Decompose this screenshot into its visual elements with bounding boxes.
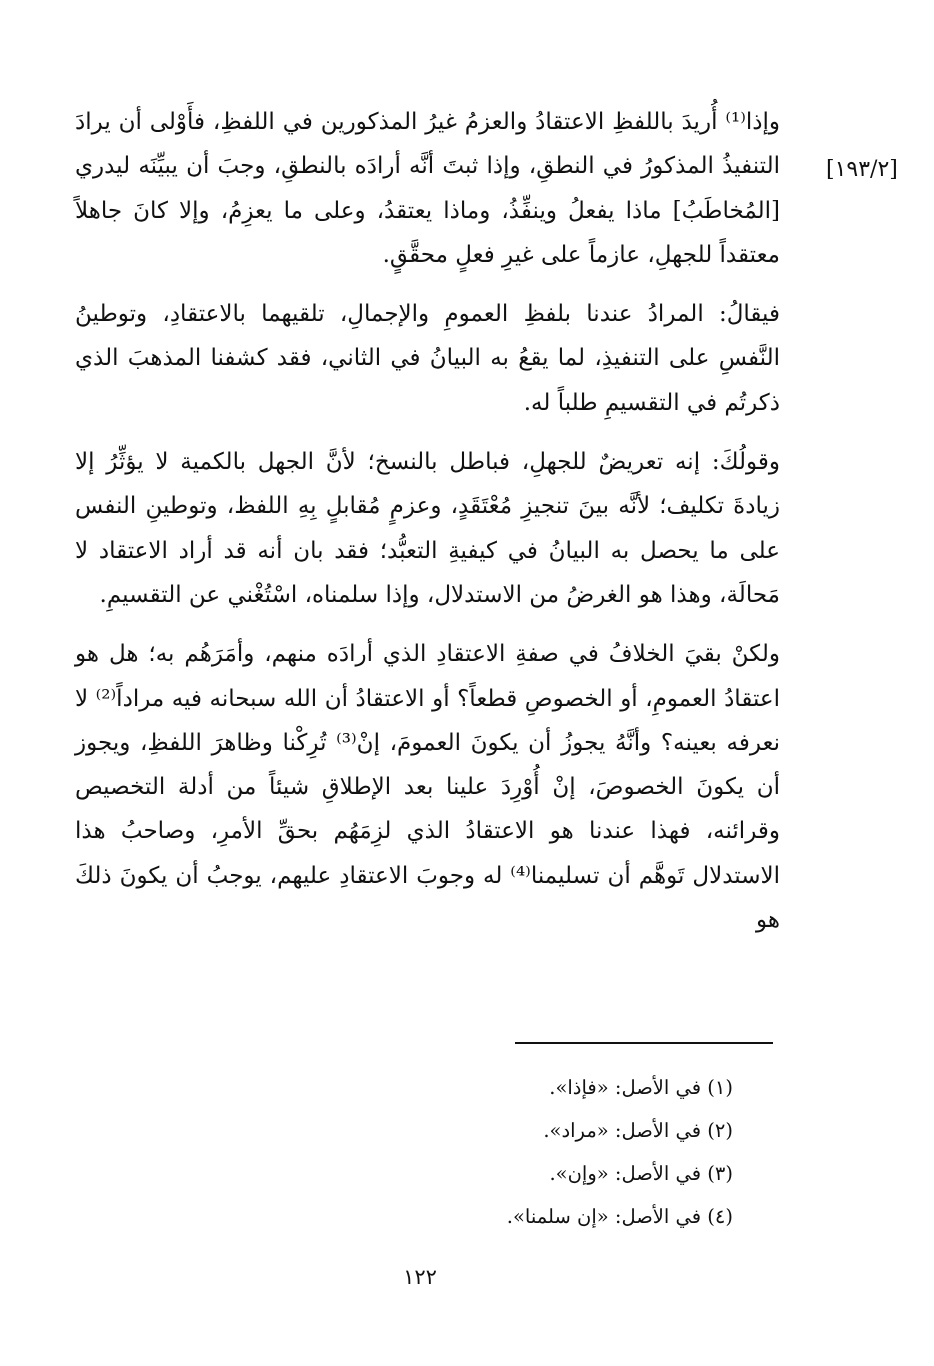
footnote-2: (٢) في الأصل: «مراد». [543,1119,733,1142]
paragraph-3: وقولُكَ: إنه تعريضٌ للجهلِ، فباطل بالنسخ؛ لأنَّ الجهل بالكمية لا يؤثِّرُ إلا زيادةَ تكليف؛ لأنَّه بينَ تنجيزِ مُعْتَقَدٍ، وعزمٍ مُقابلٍ بِهِ اللفظ، وتوطينِ النفس على ما يحصل به البيانُ في كيفيةِ التعبُّد؛ فقد بان أنه قد أراد الاعتقاد لا مَحالَة، وهذا هو الغرضُ من الاستدلال، وإذا سلمناه، اسْتُغْني عن التقسيمِ. [75,449,780,608]
footnote-4: (٤) في الأصل: «إن سلمنا». [506,1205,733,1228]
footnote-divider [515,1042,773,1044]
margin-reference: [١٩٣/٢] [826,157,898,182]
footnote-3: (٣) في الأصل: «وإن». [549,1162,733,1185]
footnotes [260,1066,733,1238]
paragraph-1: وإذا⁽¹⁾ أُريدَ باللفظِ الاعتقادُ والعزمُ غيرُ المذكورين في اللفظِ، فأَوْلى أن يرادَ التنفيذُ المذكورُ في النطقِ، وإذا ثبتَ أنَّه أرادَه بالنطقِ، وجبَ أن يبيِّنَه ليدري [المُخاطَبُ] ماذا يفعلُ وينفِّذُ، وماذا يعتقدُ، وعلى ما يعزِمُ، وإلا كانَ جاهلاً معتقداً للجهلِ، عازماً على غيرِ فعلٍ محقَّقٍ. [75,109,780,268]
footnote-1: (١) في الأصل: «فإذا». [549,1076,733,1099]
main-text [75,100,780,957]
paragraph-2: فيقالُ: المرادُ عندنا بلفظِ العمومِ والإجمالِ، تلقيهما بالاعتقادِ، وتوطينُ النَّفسِ على التنفيذِ، لما يقعُ به البيانُ في الثاني، فقد كشفنا المذهبَ الذي ذكرتُم في التقسيمِ طلباً له. [75,301,780,416]
page-number: ١٢٢ [403,1265,437,1289]
paragraph-4: ولكنْ بقيَ الخلافُ في صفةِ الاعتقادِ الذي أرادَه منهم، وأمَرَهُم به؛ هل هو اعتقادُ العمومِ، أو الخصوصِ قطعاً؟ أو الاعتقادُ أن الله سبحانه فيه مراداً⁽²⁾ لا نعرفه بعينه؟ وأنَّهُ يجوزُ أن يكونَ العمومَ، إنْ⁽³⁾ تُرِكْنا وظاهرَ اللفظِ، ويجوز أن يكونَ الخصوصَ، إنْ أُوْرِدَ علينا بعد الإطلاقِ شيئاً من أدلة التخصيص وقرائنه، فهذا عندنا هو الاعتقادُ الذي لزِمَهُم بحقِّ الأمرِ، وصاحبُ هذا الاستدلال تَوهَّم أن تسليمنا⁽⁴⁾ له وجوبَ الاعتقادِ عليهم، يوجبُ أن يكونَ ذلكَ هو [75,641,781,934]
